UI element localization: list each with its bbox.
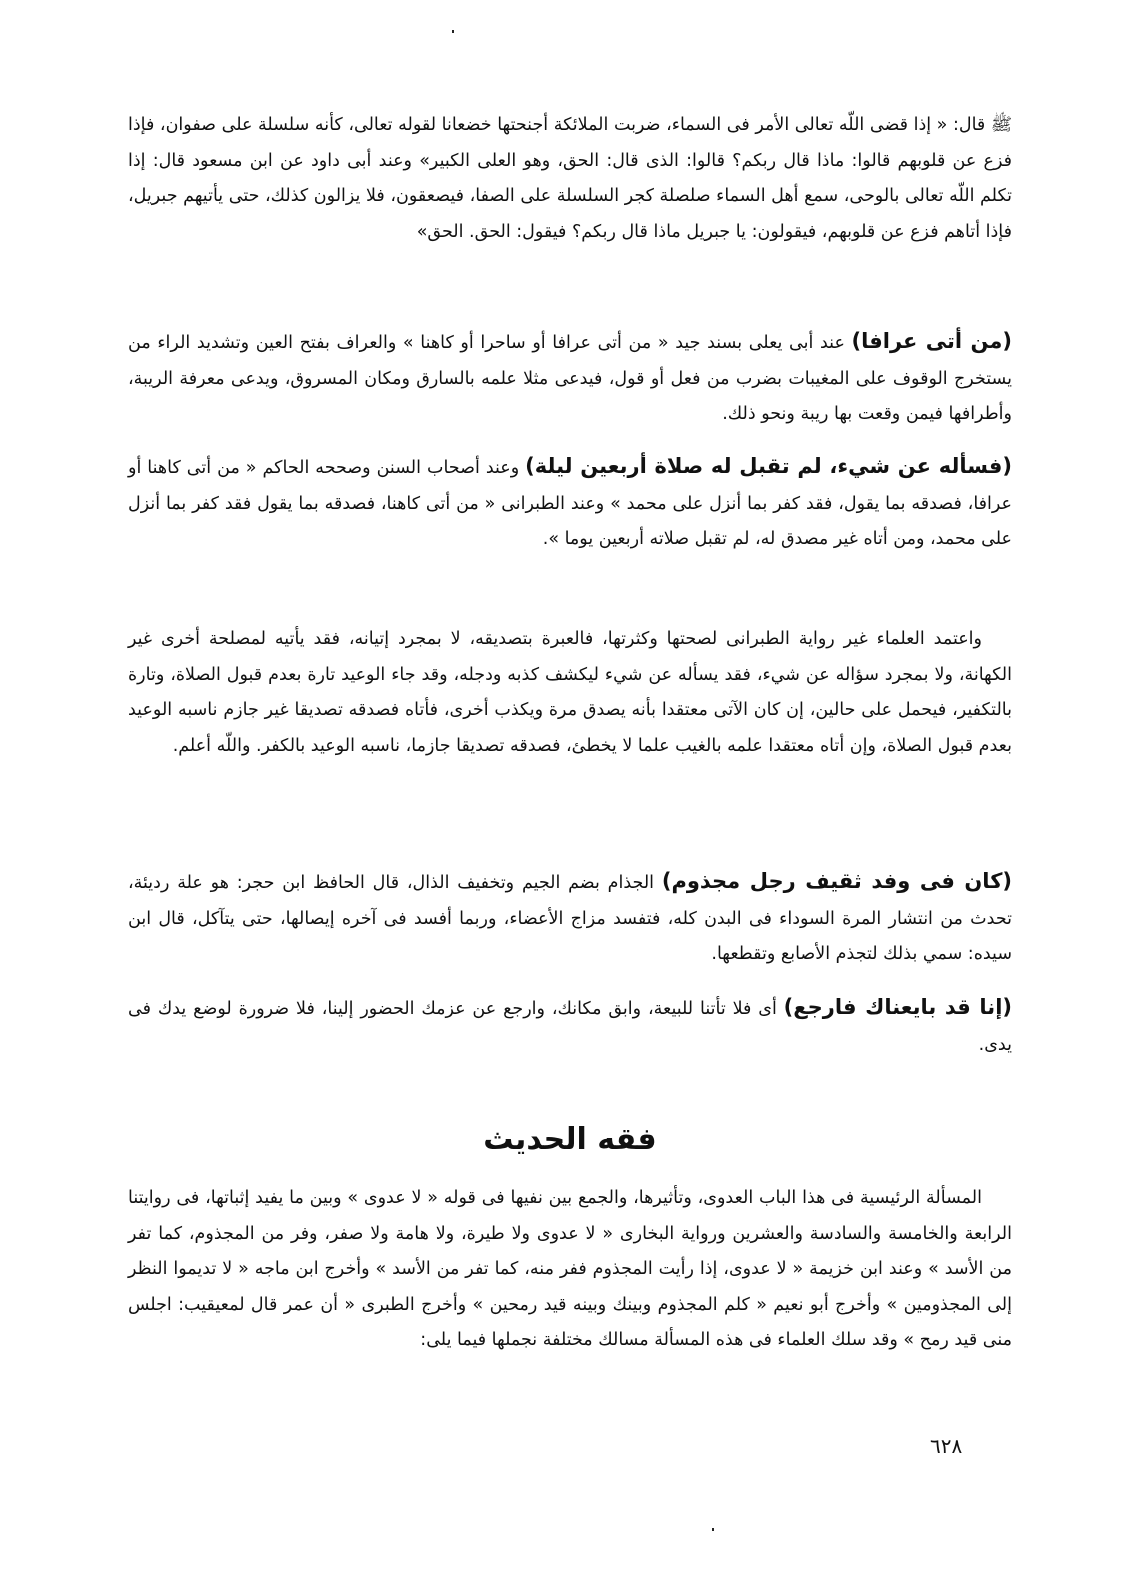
paragraph-text: وعند أصحاب السنن وصححه الحاكم « من أتى كاهنا أو عرافا، فصدقه بما يقول، فقد كفر بما أنزل على محمد » وعند الطبرانى « من أتى كاهنا، فصدقه بما يقول فقد كفر بما أنزل على محمد، ومن أتاه غير مصدق له، لم تقبل صلاته أربعين يوما ». <box>128 458 1012 549</box>
paragraph-text: الجذام بضم الجيم وتخفيف الذال، قال الحافظ ابن حجر: هو علة رديئة، تحدث من انتشار المرة السوداء فى البدن كله، فتفسد مزاج الأعضاء، وربما أفسد فى آخره إيصالها، حتى يتآكل، قال ابن سيده: سمي بذلك لتجذم الأصابع وتقطعها. <box>128 873 1012 964</box>
scan-speck-top <box>452 30 454 33</box>
lemma: (من أتى عرافا) <box>851 329 1012 353</box>
paragraph-scholars <box>128 620 1012 764</box>
scan-speck-bottom <box>712 1528 714 1531</box>
paragraph-text: عند أبى يعلى بسند جيد « من أتى عرافا أو ساحرا أو كاهنا » والعراف بفتح العين وتشديد الراء من يستخرج الوقوف على المغيبات بضرب من فعل أو قول، فيدعى مثلا علمه بالسارق ومكان المسروق، ويدعى معرفة الريبة، وأطرافها فيمن وقعت بها ريبة ونحو ذلك. <box>128 333 1012 424</box>
section-paragraph: المسألة الرئيسية فى هذا الباب العدوى، وتأثيرها، والجمع بين نفيها فى قوله « لا عدوى » وبين ما يفيد إثباتها، فى روايتنا الرابعة والخامسة والسادسة والعشرين ورواية البخارى « لا عدوى ولا طيرة، ولا هامة ولا صفر، وفر من المجذوم، كما تفر من الأسد » وعند ابن خزيمة « لا عدوى، إذا رأيت المجذوم ففر منه، كما تفر من الأسد » وأخرج ابن ماجه « لا تديموا النظر إلى المجذومين » وأخرج أبو نعيم « كلم المجذوم وبينك وبينه قيد رمحين » وأخرج الطبرى « أن عمر قال لمعيقيب: اجلس منى قيد رمح » وقد سلك العلماء فى هذه المسألة مسالك مختلفة نجملها فيما يلى: <box>128 1188 1012 1350</box>
paragraph-forty-nights <box>128 449 1012 558</box>
paragraph-text: ﷺ قال: « إذا قضى اللّه تعالى الأمر فى السماء، ضربت الملائكة أجنحتها خضعانا لقوله تعالى، كأنه سلسلة على صفوان، فإذا فزع عن قلوبهم قالوا: ماذا قال ربكم؟ قالوا: الذى قال: الحق، وهو العلى الكبير» وعند أبى داود عن ابن مسعود قال: إذا تكلم اللّه تعالى بالوحى، سمع أهل السماء صلصلة كجر السلسلة على الصفا، فيصعقون، فلا يزالون كذلك، حتى يأتيهم جبريل، فإذا أتاهم فزع عن قلوبهم، فيقولون: يا جبريل ماذا قال ربكم؟ فيقول: الحق. الحق» <box>128 115 1012 242</box>
lemma: (كان فى وفد ثقيف رجل مجذوم) <box>661 869 1013 893</box>
lemma: (فسأله عن شيء، لم تقبل له صلاة أربعين ليلة) <box>525 454 1012 478</box>
paragraph-hadith-continuation <box>128 106 1012 250</box>
section-heading: فقه الحديث <box>483 1121 657 1157</box>
page-number: ٦٢٨ <box>930 1434 963 1458</box>
paragraph-text: أى فلا تأتنا للبيعة، وابق مكانك، وارجع عن عزمك الحضور إلينا، فلا ضرورة لوضع يدك فى يدى. <box>128 999 1012 1055</box>
paragraph-leper <box>128 864 1012 973</box>
lemma: (إنا قد بايعناك فارجع) <box>783 995 1012 1019</box>
paragraph-arraf <box>128 324 1012 433</box>
paragraph-return <box>128 990 1012 1063</box>
paragraph-text: واعتمد العلماء غير رواية الطبرانى لصحتها وكثرتها، فالعبرة بتصديقه، لا بمجرد إتيانه، فقد يأتيه لمصلحة أخرى غير الكهانة، ولا بمجرد سؤاله عن شيء، فقد يسأله عن شيء ليكشف كذبه ودجله، وقد جاء الوعيد تارة بعدم قبول الصلاة، وتارة بالتكفير، فيحمل على حالين، إن كان الآتى معتقدا بأنه يصدق مرة ويكذب أخرى، فأتاه فصدقه تصديقا غير جازم ناسبه الوعيد بعدم قبول الصلاة، وإن أتاه معتقدا علمه بالغيب علما لا يخطئ، فصدقه تصديقا جازما، ناسبه الوعيد بالكفر. واللّه أعلم. <box>128 629 1012 756</box>
